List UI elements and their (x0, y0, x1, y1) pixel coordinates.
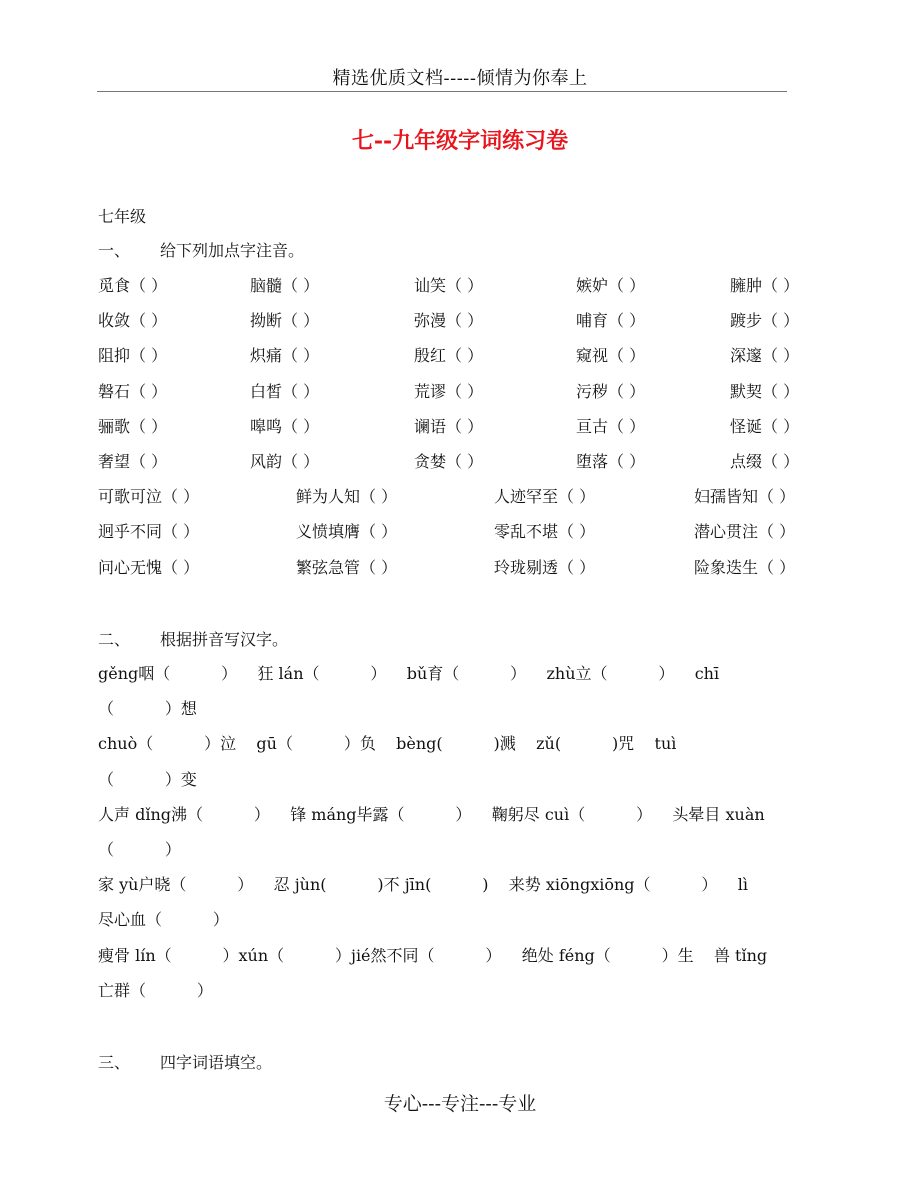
annotation-row (0, 484, 920, 508)
pinyin-line[interactable]: 尽心血（ ） (98, 910, 229, 929)
annotation-item[interactable]: 觅食（ ） (98, 276, 168, 295)
annotation-item[interactable]: 踱步（ ） (730, 311, 800, 330)
annotation-item[interactable]: 嫉妒（ ） (576, 276, 646, 295)
annotation-row (0, 414, 920, 438)
annotation-item[interactable]: 点缀（ ） (730, 452, 800, 471)
annotation-row (0, 555, 920, 579)
annotation-item[interactable]: 亘古（ ） (576, 417, 646, 436)
section-1-heading (98, 238, 304, 261)
annotation-item[interactable]: 炽痛（ ） (250, 346, 320, 365)
annotation-row (0, 308, 920, 332)
idiom-annotation-item[interactable]: 人迹罕至（ ） (494, 487, 596, 506)
header-divider (97, 91, 787, 92)
section-3-number: 三、 (98, 1053, 131, 1072)
annotation-item[interactable]: 荒谬（ ） (414, 382, 484, 401)
grade-heading: 七年级 (98, 207, 147, 226)
idiom-annotation-item[interactable]: 妇孺皆知（ ） (694, 487, 796, 506)
idiom-annotation-item[interactable]: 繁弦急管（ ） (296, 558, 398, 577)
idiom-annotation-item[interactable]: 险象迭生（ ） (694, 558, 796, 577)
annotation-item[interactable]: 殷红（ ） (414, 346, 484, 365)
annotation-row (0, 519, 920, 543)
annotation-item[interactable]: 臃肿（ ） (730, 276, 800, 295)
pinyin-line[interactable]: （ ）想 (98, 699, 197, 718)
annotation-row (0, 449, 920, 473)
annotation-row (0, 379, 920, 403)
section-3-heading (98, 1050, 272, 1073)
pinyin-line[interactable]: 家 yù户晓（ ） 忍 jùn( )不 jīn( ) 来势 xiōngxiōng（ ） lì (98, 875, 748, 894)
idiom-annotation-item[interactable]: 玲珑剔透（ ） (494, 558, 596, 577)
section-2-heading (98, 627, 288, 650)
annotation-item[interactable]: 贪婪（ ） (414, 452, 484, 471)
idiom-annotation-item[interactable]: 问心无愧（ ） (98, 558, 200, 577)
pinyin-line[interactable]: 人声 dǐng沸（ ） 锋 máng毕露（ ） 鞠躬尽 cuì（ ） 头晕目 xuàn (98, 805, 765, 824)
annotation-item[interactable]: 风韵（ ） (250, 452, 320, 471)
annotation-item[interactable]: 拗断（ ） (250, 311, 320, 330)
section-2-number: 二、 (98, 630, 131, 649)
annotation-item[interactable]: 磐石（ ） (98, 382, 168, 401)
pinyin-line[interactable]: （ ）变 (98, 770, 197, 789)
pinyin-line[interactable]: 亡群（ ） (98, 981, 213, 1000)
annotation-item[interactable]: 嗥鸣（ ） (250, 417, 320, 436)
idiom-annotation-item[interactable]: 鲜为人知（ ） (296, 487, 398, 506)
annotation-row (0, 273, 920, 297)
annotation-item[interactable]: 深邃（ ） (730, 346, 800, 365)
section-1-number: 一、 (98, 241, 131, 260)
annotation-item[interactable]: 收敛（ ） (98, 311, 168, 330)
pinyin-line[interactable]: 瘦骨 lín（ ）xún（ ）jié然不同（ ） 绝处 féng（ ）生 兽 tǐng (98, 946, 768, 965)
annotation-row (0, 343, 920, 367)
annotation-item[interactable]: 白皙（ ） (250, 382, 320, 401)
page-header: 精选优质文档-----倾情为你奉上 (332, 68, 588, 89)
annotation-item[interactable]: 讪笑（ ） (414, 276, 484, 295)
pinyin-line[interactable]: gěng咽（ ） 狂 lán（ ） bǔ育（ ） zhù立（ ） chī (98, 664, 720, 683)
annotation-item[interactable]: 堕落（ ） (576, 452, 646, 471)
annotation-item[interactable]: 奢望（ ） (98, 452, 168, 471)
annotation-item[interactable]: 阻抑（ ） (98, 346, 168, 365)
idiom-annotation-item[interactable]: 迥乎不同（ ） (98, 522, 200, 541)
idiom-annotation-item[interactable]: 潜心贯注（ ） (694, 522, 796, 541)
annotation-item[interactable]: 骊歌（ ） (98, 417, 168, 436)
annotation-item[interactable]: 脑髓（ ） (250, 276, 320, 295)
annotation-item[interactable]: 默契（ ） (730, 382, 800, 401)
document-title: 七--九年级字词练习卷 (351, 128, 569, 154)
idiom-annotation-item[interactable]: 义愤填膺（ ） (296, 522, 398, 541)
annotation-item[interactable]: 谰语（ ） (414, 417, 484, 436)
annotation-item[interactable]: 怪诞（ ） (730, 417, 800, 436)
annotation-item[interactable]: 窥视（ ） (576, 346, 646, 365)
idiom-annotation-item[interactable]: 可歌可泣（ ） (98, 487, 200, 506)
section-3-instruction: 四字词语填空。 (160, 1053, 273, 1072)
idiom-annotation-item[interactable]: 零乱不堪（ ） (494, 522, 596, 541)
pinyin-line[interactable]: （ ） (98, 840, 181, 859)
section-1-instruction: 给下列加点字注音。 (160, 241, 305, 260)
page-footer: 专心---专注---专业 (383, 1093, 537, 1115)
pinyin-line[interactable]: chuò（ ）泣 gū（ ）负 bèng( )溅 zǔ( )咒 tuì (98, 734, 677, 753)
annotation-item[interactable]: 污秽（ ） (576, 382, 646, 401)
annotation-item[interactable]: 哺育（ ） (576, 311, 646, 330)
annotation-item[interactable]: 弥漫（ ） (414, 311, 484, 330)
section-2-instruction: 根据拼音写汉字。 (160, 630, 289, 649)
